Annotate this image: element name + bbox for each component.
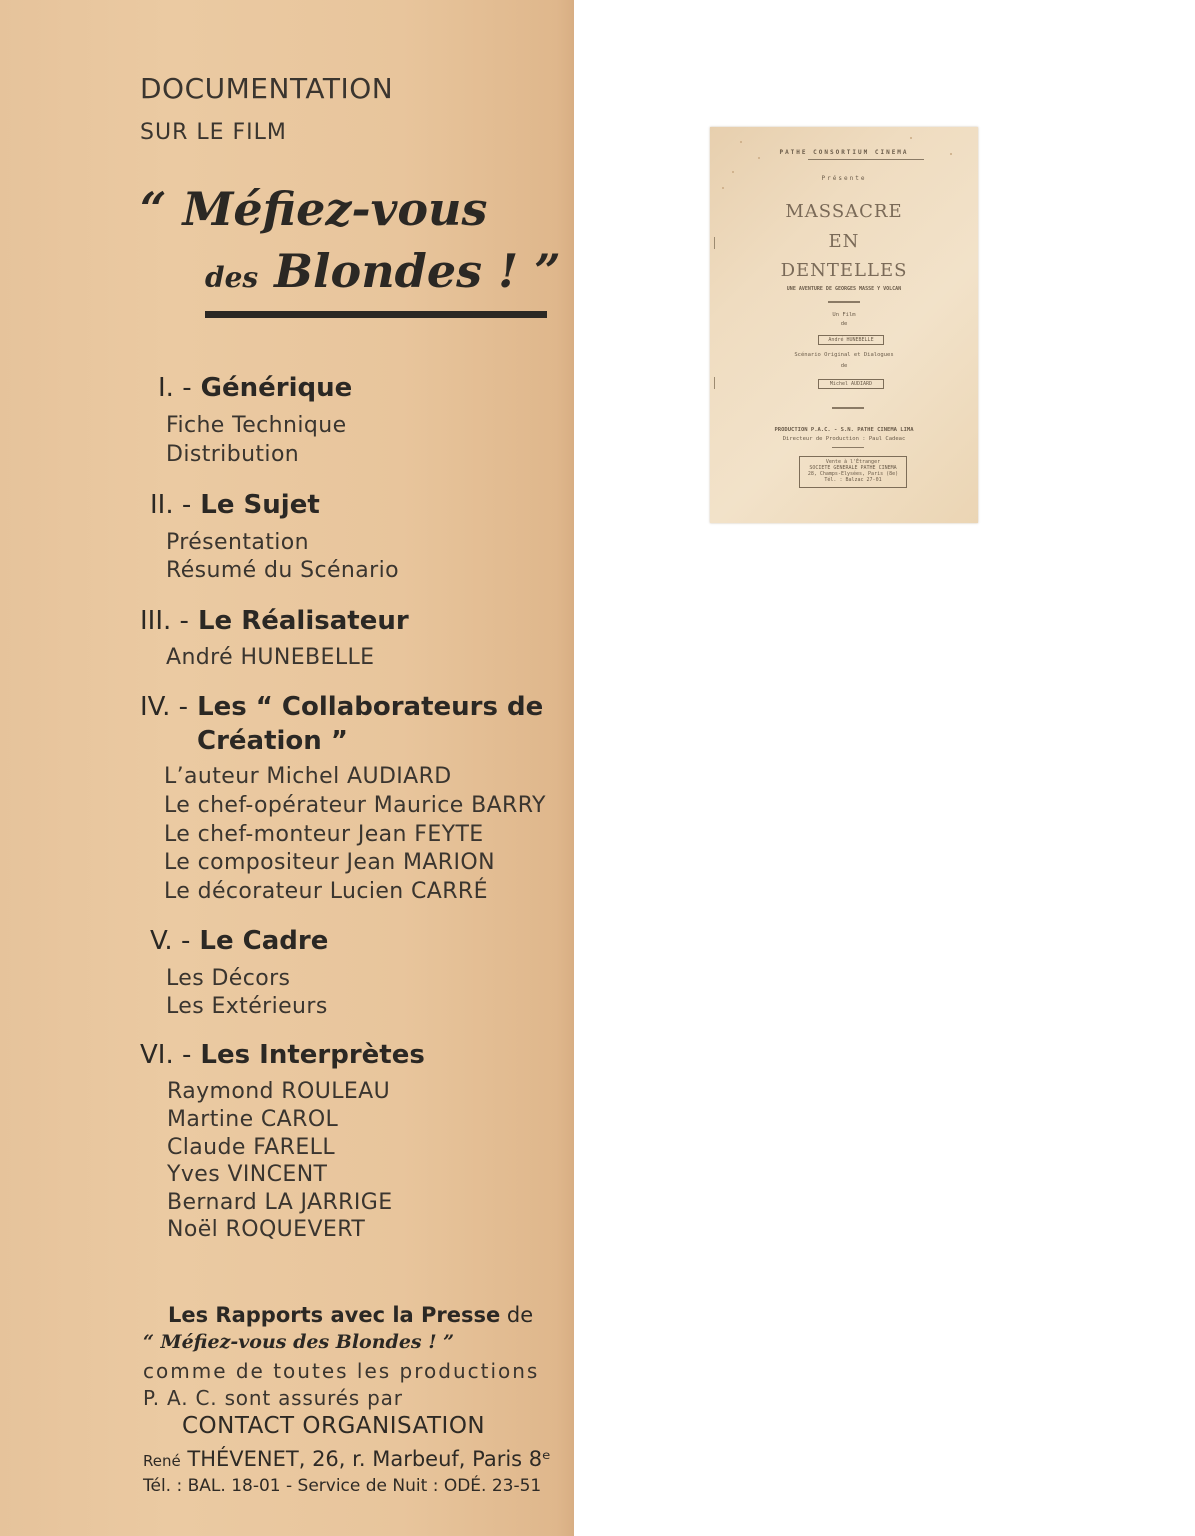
booklet-subtitle: UNE AVENTURE DE GEORGES MASSE Y VOLCAN: [786, 286, 902, 292]
film-title-des: des: [205, 261, 259, 294]
booklet-cover-image: [710, 127, 978, 523]
cast-item: Raymond ROULEAU: [167, 1079, 391, 1104]
binding-mark: [714, 377, 715, 389]
sales-line: Tél. : Balzac 27-01: [824, 477, 882, 483]
toc-item: Le compositeur Jean MARION: [164, 850, 495, 875]
toc-item: L’auteur Michel AUDIARD: [164, 764, 452, 789]
section-number: VI. -: [140, 1040, 192, 1070]
toc-item: Le chef-monteur Jean FEYTE: [164, 822, 484, 847]
toc-item: Présentation: [166, 530, 309, 555]
section-title: Les “ Collaborateurs de: [188, 692, 544, 722]
booklet-production: PRODUCTION P.A.C. - S.N. PATHE CINEMA LIMA: [774, 427, 914, 433]
documentation-page: [0, 0, 574, 1536]
booklet-rule: [832, 407, 864, 409]
sales-line: SOCIETE GENERALE PATHE CINEMA: [809, 465, 897, 471]
section-title: Générique: [191, 373, 353, 403]
booklet-title-line: EN: [828, 231, 860, 252]
press-line1: [168, 1303, 533, 1327]
booklet-writer-box: Michel AUDIARD: [818, 379, 884, 389]
booklet-presente: Présente: [821, 175, 867, 182]
cast-item: Martine CAROL: [167, 1107, 339, 1132]
press-line4: P. A. C. sont assurés par: [143, 1386, 403, 1410]
toc-item: Le chef-opérateur Maurice BARRY: [164, 793, 546, 818]
section-heading-realisateur: [140, 606, 409, 636]
contact-address: [143, 1447, 551, 1471]
sales-line: Vente à l'Étranger: [825, 459, 881, 465]
contact-telephone: Tél. : BAL. 18-01 - Service de Nuit : ODÉ. 23-51: [143, 1476, 542, 1496]
toc-item: Les Décors: [166, 966, 291, 991]
booklet-de: de: [840, 363, 848, 369]
booklet-title-line: MASSACRE: [785, 201, 903, 222]
toc-item: Le décorateur Lucien CARRÉ: [164, 879, 488, 904]
section-title: Le Cadre: [190, 926, 329, 956]
toc-item: André HUNEBELLE: [166, 645, 375, 670]
booklet-de: de: [840, 321, 848, 327]
contact-organisation: CONTACT ORGANISATION: [182, 1413, 486, 1439]
section-heading-cadre: [150, 926, 328, 956]
booklet-company: PATHE CONSORTIUM CINEMA: [779, 149, 909, 156]
booklet-directeur: Directeur de Production : Paul Cadeac: [782, 436, 906, 442]
section-heading-collaborateurs-cont: Création ”: [197, 726, 348, 756]
header-sur-le-film: SUR LE FILM: [140, 120, 287, 145]
booklet-title-line: DENTELLES: [780, 260, 908, 281]
address-rest: THÉVENET, 26, r. Marbeuf, Paris 8ᵉ: [180, 1447, 551, 1471]
booklet-director-box: André HUNEBELLE: [818, 335, 884, 345]
booklet-un-film: Un Film: [832, 312, 856, 318]
booklet-rule: [832, 447, 864, 448]
sales-line: 28, Champs-Elysées, Paris (8e): [807, 471, 899, 477]
booklet-rule: [828, 301, 860, 303]
booklet-scenario: Scénario Original et Dialogues: [794, 352, 894, 358]
press-heading-tail: de: [500, 1303, 534, 1327]
section-title: Le Réalisateur: [188, 606, 409, 636]
cast-item: Yves VINCENT: [167, 1162, 328, 1187]
address-first-name: René: [143, 1452, 181, 1470]
section-number: I. -: [158, 373, 192, 403]
toc-item: Fiche Technique: [166, 413, 347, 438]
section-heading-generique: [158, 373, 352, 403]
toc-item: Les Extérieurs: [166, 994, 328, 1019]
cast-item: Bernard LA JARRIGE: [167, 1190, 393, 1215]
section-heading-collaborateurs: [140, 692, 543, 722]
booklet-sales-box: [799, 456, 907, 488]
section-number: II. -: [150, 490, 192, 520]
press-heading: Les Rapports avec la Presse: [168, 1303, 501, 1327]
press-film-title: “ Méfiez-vous des Blondes ! ”: [143, 1331, 455, 1353]
section-number: III. -: [140, 606, 189, 636]
section-number: V. -: [150, 926, 191, 956]
section-heading-sujet: [150, 490, 320, 520]
film-title-line2: [205, 244, 561, 298]
section-heading-interpretes: [140, 1040, 425, 1070]
film-title-line1: “ Méfiez-vous: [140, 182, 488, 236]
toc-item: Résumé du Scénario: [166, 558, 399, 583]
film-title-blondes: Blondes ! ”: [258, 244, 561, 298]
header-documentation: DOCUMENTATION: [140, 72, 394, 105]
title-underline: [205, 311, 547, 318]
cast-item: Noël ROQUEVERT: [167, 1217, 366, 1242]
toc-item: Distribution: [166, 442, 300, 467]
booklet-rule: [808, 159, 924, 160]
section-title: Les Interprètes: [191, 1040, 425, 1070]
cast-item: Claude FARELL: [167, 1135, 335, 1160]
section-number: IV. -: [140, 692, 189, 722]
section-title: Le Sujet: [191, 490, 320, 520]
press-line3: comme de toutes les productions: [143, 1359, 540, 1383]
